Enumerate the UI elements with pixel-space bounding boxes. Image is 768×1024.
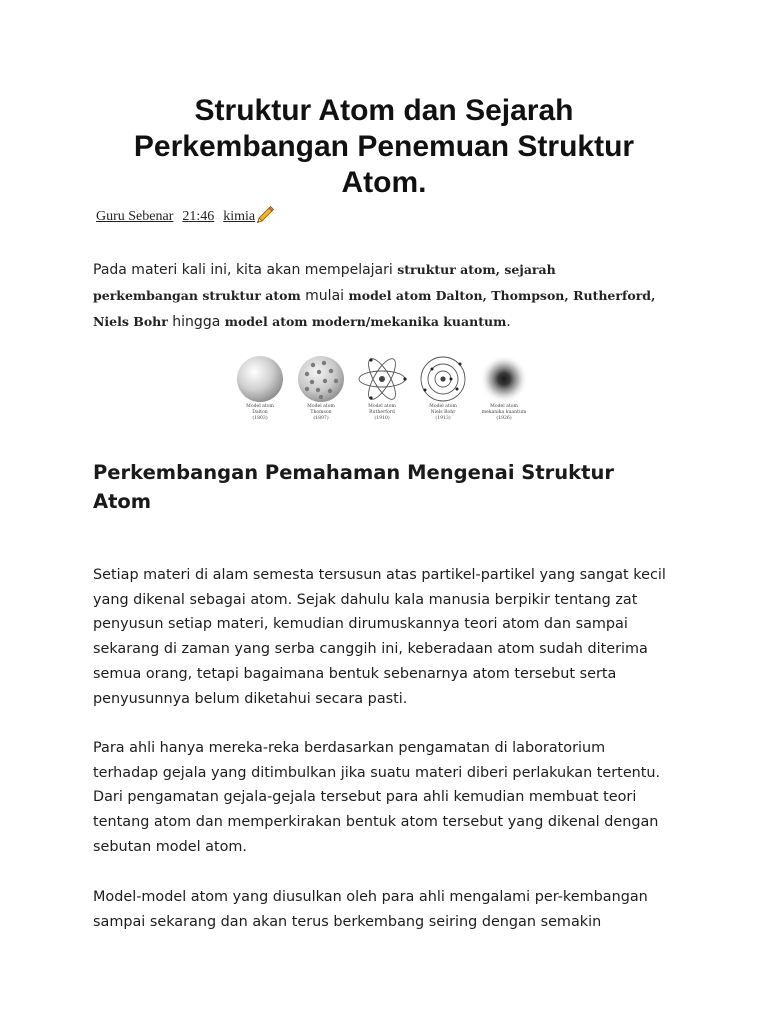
- body-paragraph: Model-model atom yang diusulkan oleh para ahli mengalami per-kembangan sampai sekarang dan akan terus berkembang seiring dengan semakin: [93, 889, 648, 930]
- atom-caption: Model atom Rutherford (1910): [368, 404, 396, 421]
- atom-caption: Model atom mekanika kuantum (1926): [481, 404, 527, 421]
- atom-models-figure: [230, 352, 536, 436]
- body-paragraph: Setiap materi di alam semesta tersusun atas partikel-partikel yang sangat kecil yang dikenal sebagai atom. Sejak dahulu kala manusia berpikir tentang zat penyusun setiap materi, kemudian dirumuskannya teori atom dan sampai sekarang di zaman yang serba canggih ini, keberadaan atom sudah diterima semua orang, tetapi bagaimana bentuk sebenarnya atom tersebut serta penyusunnya belum diketahui secara pasti.: [93, 567, 666, 707]
- atom-model-rutherford: [352, 352, 412, 436]
- atom-model-thomson: [291, 352, 351, 436]
- section-heading: Perkembangan Pemahaman Mengenai Struktur Atom: [93, 461, 614, 513]
- label-link[interactable]: kimia: [223, 209, 256, 224]
- time-link[interactable]: 21:46: [182, 209, 215, 224]
- intro-text: hingga: [167, 314, 225, 330]
- atom-caption: Model atom Niels Bohr (1913): [429, 404, 457, 421]
- atom-model-quantum: [474, 352, 534, 436]
- body-paragraph: Para ahli hanya mereka-reka berdasarkan pengamatan di laboratorium terhadap gejala yang ditimbulkan jika suatu materi diberi perlakukan tertentu. Dari pengamatan gejala-gejala tersebut para ahli kemudian membuat teori tentang atom dan memperkirakan bentuk atom tersebut yang dikenal dengan sebutan model atom.: [93, 740, 661, 855]
- pencil-icon[interactable]: [256, 205, 274, 223]
- post-meta: [96, 205, 274, 229]
- article-title: Struktur Atom dan Sejarah Perkembangan Penemuan Struktur Atom.: [133, 94, 635, 199]
- atom-model-bohr: [413, 352, 473, 436]
- intro-bold-topic: struktur atom, sejarah perkembangan struktur atom: [93, 262, 556, 303]
- intro-text: Pada materi kali ini, kita akan mempelajari: [93, 262, 398, 278]
- intro-text: .: [506, 314, 511, 330]
- atom-caption: Model atom Thomson (1897): [307, 404, 335, 421]
- atom-caption: Model atom Dalton (1803): [246, 404, 274, 421]
- intro-paragraph: [93, 257, 663, 335]
- intro-bold-models: model atom Dalton, Thompson, Rutherford, Niels Bohr: [93, 288, 656, 329]
- intro-text: mulai: [300, 288, 349, 304]
- atom-model-dalton: [230, 352, 290, 436]
- intro-bold-modern: model atom modern/mekanika kuantum: [224, 314, 507, 329]
- author-link[interactable]: Guru Sebenar: [96, 209, 174, 224]
